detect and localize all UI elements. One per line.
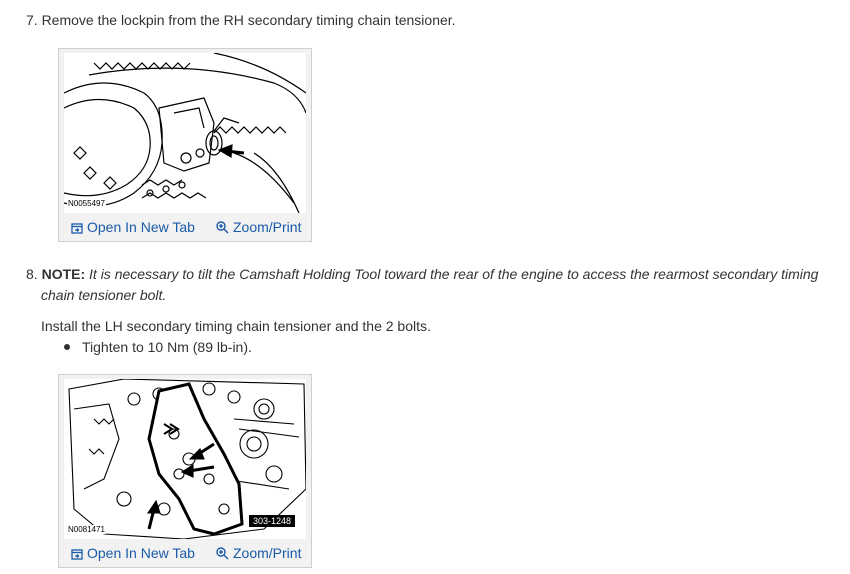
note-text-line1: It is necessary to tilt the Camshaft Holding Tool toward the rear of the engine to access the rearmost secondary timing (89, 266, 819, 282)
figure-2-code: N0081471 (68, 525, 105, 534)
figure-2-actions (59, 543, 311, 565)
zoom-icon (216, 547, 229, 563)
open-in-new-tab-link[interactable] (71, 219, 195, 237)
figure-1-code: N0055497 (68, 199, 105, 208)
open-in-new-tab-label: Open In New Tab (87, 545, 195, 561)
zoom-print-link[interactable] (216, 219, 301, 237)
tool-number-label: 303-1248 (249, 515, 295, 527)
note-label: NOTE: (41, 266, 86, 282)
zoom-print-link[interactable] (216, 545, 301, 563)
open-in-new-tab-link[interactable] (71, 545, 195, 563)
step-8-number: 8. (26, 266, 38, 282)
zoom-print-label: Zoom/Print (233, 219, 302, 235)
figure-1-illustration (64, 53, 306, 213)
figure-1-actions (59, 217, 311, 239)
open-tab-icon (71, 547, 83, 563)
figure-2 (58, 374, 312, 568)
bullet-icon (64, 344, 70, 350)
torque-spec: Tighten to 10 Nm (89 lb-in). (82, 339, 252, 355)
figure-1 (58, 48, 312, 242)
zoom-icon (216, 221, 229, 237)
step-8-instruction: Install the LH secondary timing chain tensioner and the 2 bolts. (41, 318, 431, 334)
open-in-new-tab-label: Open In New Tab (87, 219, 195, 235)
open-tab-icon (71, 221, 83, 237)
note-text-line2: chain tensioner bolt. (41, 287, 167, 303)
step-7-text: 7. Remove the lockpin from the RH secondary timing chain tensioner. (26, 12, 456, 28)
list-item (64, 337, 252, 358)
zoom-print-label: Zoom/Print (233, 545, 302, 561)
step-8-note (26, 264, 836, 306)
